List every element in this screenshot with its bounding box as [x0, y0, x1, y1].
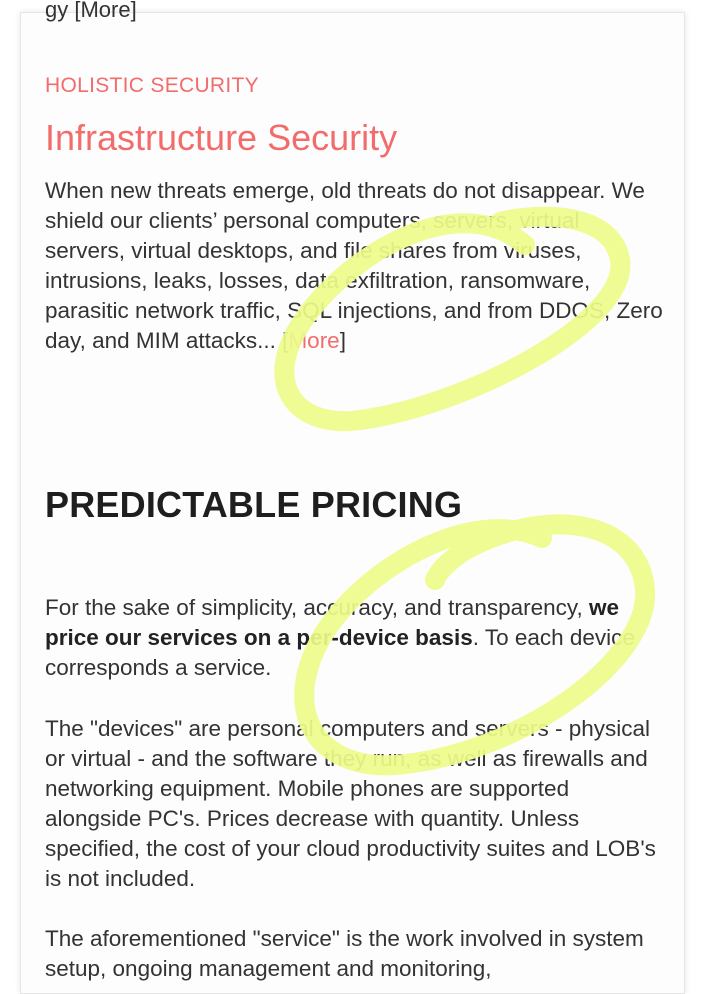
pricing-paragraph-2: The "devices" are personal computers and servers - physical or virtual - and the software they run, as well as firewalls and networking equipment. Mobile phones are supported alongside PC's. Prices decrease with quantity. Unless specified, the cost of your cloud productivity suites and LOB's is not included.: [45, 716, 656, 891]
section-title: Infrastructure Security: [45, 117, 398, 158]
pricing-paragraph-1: [45, 593, 663, 683]
more-link[interactable]: More: [288, 328, 340, 353]
content-card: [20, 0, 685, 994]
pricing-text-before: For the sake of simplicity, accuracy, and transparency,: [45, 595, 589, 620]
pricing-heading: PREDICTABLE PRICING: [45, 484, 463, 525]
pricing-paragraph-3: The aforementioned "service" is the work involved in system setup, ongoing management and monitoring,: [45, 926, 644, 981]
infrastructure-text: When new threats emerge, old threats do not disappear. We shield our clients’ personal computers, servers, virtual servers, virtual desktops, and file shares from viruses, intrusions, leaks, losses, data exfiltration, ransomware, parasitic network traffic, SQL injections, and from DDOS, Zero day, and MIM attacks... [: [45, 178, 663, 353]
infrastructure-paragraph: [45, 176, 663, 356]
section-eyebrow: HOLISTIC SECURITY: [45, 74, 259, 97]
close-bracket: ]: [339, 328, 346, 353]
pricing-text-bold: we price our services on a per-device basis: [45, 595, 619, 650]
pricing-text-after: . To each device corresponds a service.: [45, 625, 635, 680]
clipped-previous-text: gy [More]: [45, 0, 137, 22]
